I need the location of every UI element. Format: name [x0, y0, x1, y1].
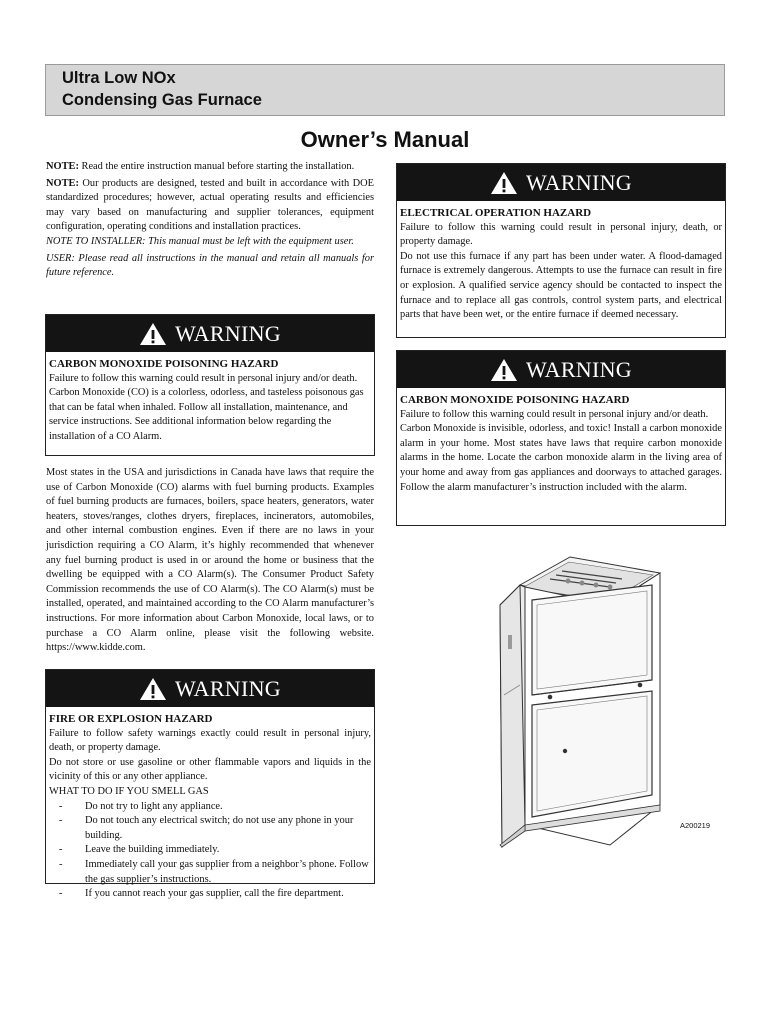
warning-body	[46, 707, 374, 906]
figure-label: A200219	[680, 821, 711, 830]
warning-label: WARNING	[526, 356, 632, 382]
hazard-title: ELECTRICAL OPERATION HAZARD	[400, 207, 592, 219]
warning-body	[397, 201, 725, 327]
note-text: Our products are designed, tested and built in accordance with DOE standardized procedures; however, actual operating results and efficiencies may vary based on manufacturing and supplier tolerances, equipment configuration, operating conditions and installation practices.	[46, 177, 374, 233]
note-label: NOTE:	[46, 177, 79, 189]
note-text: Read the entire instruction manual before starting the installation.	[78, 161, 355, 172]
warning-triangle-icon	[139, 677, 167, 701]
warning-text: Failure to follow this warning could result in personal injury and/or death.	[49, 372, 358, 384]
warning-triangle-icon	[139, 322, 167, 346]
warning-text: Carbon Monoxide (CO) is a colorless, odorless, and tasteless poisonous gas that can be fatal when inhaled. Follow all installation, maintenance, and service instructions. See additional information below regarding the installation of a CO Alarm.	[49, 387, 364, 442]
warning-header	[397, 164, 725, 201]
warning-triangle-icon	[490, 171, 518, 195]
list-item: - Do not touch any electrical switch; do not use any phone in your building.	[59, 815, 354, 841]
hazard-title: CARBON MONOXIDE POISONING HAZARD	[400, 394, 630, 406]
banner-line-2: Condensing Gas Furnace	[62, 91, 262, 109]
warning-text: Do not store or use gasoline or other flammable vapors and liquids in the vicinity of this or any other appliance.	[49, 756, 371, 783]
warning-triangle-icon	[490, 358, 518, 382]
warning-co-right	[396, 350, 726, 526]
warning-label: WARNING	[526, 169, 632, 195]
hazard-title: FIRE OR EXPLOSION HAZARD	[49, 713, 213, 725]
warning-text: Failure to follow safety warnings exactly could result in personal injury, death, or property damage.	[49, 727, 371, 754]
warning-text: Do not use this furnace if any part has been under water. A flood-damaged furnace is extremely dangerous. Attempts to use the furnace can result in fire or explosion. A qualified service agency should be contacted to inspect the furnace and to replace all gas controls, control system parts, and electrical parts that have been wet, or the entire furnace if deemed necessary.	[400, 250, 722, 321]
note-standards	[46, 177, 374, 235]
note-label: NOTE:	[46, 161, 79, 172]
warning-header	[46, 670, 374, 707]
furnace-illustration	[490, 555, 665, 860]
hazard-title: CARBON MONOXIDE POISONING HAZARD	[49, 358, 279, 370]
warning-label: WARNING	[175, 320, 281, 346]
gas-smell-steps	[49, 800, 371, 902]
user-note: USER: Please read all instructions in the manual and retain all manuals for future reference.	[46, 252, 374, 279]
banner-line-1: Ultra Low NOx	[62, 69, 176, 87]
product-banner	[45, 64, 725, 116]
list-item: - Immediately call your gas supplier from a neighbor’s phone. Follow the gas supplier’s instructions.	[59, 858, 369, 885]
warning-body	[397, 388, 725, 499]
warning-body	[46, 352, 374, 449]
warning-co-left	[45, 314, 375, 456]
warning-text: Carbon Monoxide is invisible, odorless, and toxic! Install a carbon monoxide alarm in your home. Most states have laws that require carbon monoxide alarms in the home. Locate the carbon monoxide alarm in the living area of your home and away from gas appliances and doorways to attached garages. Follow the alarm manufacturer’s instruction included with the alarm.	[400, 423, 722, 493]
document-title: Owner’s Manual	[300, 127, 470, 152]
warning-header	[397, 351, 725, 388]
list-item: - Leave the building immediately.	[59, 844, 220, 856]
list-item: - Do not try to light any appliance.	[59, 800, 223, 812]
warning-label: WARNING	[175, 675, 281, 701]
list-item: - If you cannot reach your gas supplier, call the fire department.	[59, 888, 344, 900]
warning-text: WHAT TO DO IF YOU SMELL GAS	[49, 785, 209, 797]
warning-electrical	[396, 163, 726, 338]
note-install	[46, 160, 374, 175]
co-laws-paragraph: Most states in the USA and jurisdictions in Canada have laws that require the use of Carbon Monoxide (CO) alarms with fuel burning products. Examples of fuel burning products are furnaces, boilers, space heaters, generators, water heaters, stoves/ranges, clothes dryers, fireplaces, incinerators, automobiles, and other internal combustion engines. Even if there are no laws in your jurisdiction requiring a CO Alarm, it’s highly recommended that whenever any fuel burning product is used in or around the home or business that the dwelling be equipped with a CO Alarm(s). The Consumer Product Safety Commission recommends the use of CO Alarm(s). The CO Alarm(s) must be installed, operated, and maintained according to the CO Alarm manufacturer’s instructions. For more information about Carbon Monoxide, local laws, or to purchase a CO Alarm online, please visit the following website. https://www.kidde.com.	[46, 467, 374, 654]
warning-text: Failure to follow this warning could result in personal injury and/or death.	[400, 408, 709, 420]
warning-text: Failure to follow this warning could result in personal injury, death, or property damage.	[400, 221, 722, 248]
warning-header	[46, 315, 374, 352]
warning-fire	[45, 669, 375, 900]
installer-note: NOTE TO INSTALLER: This manual must be left with the equipment user.	[46, 235, 354, 247]
intro-notes	[46, 160, 374, 281]
